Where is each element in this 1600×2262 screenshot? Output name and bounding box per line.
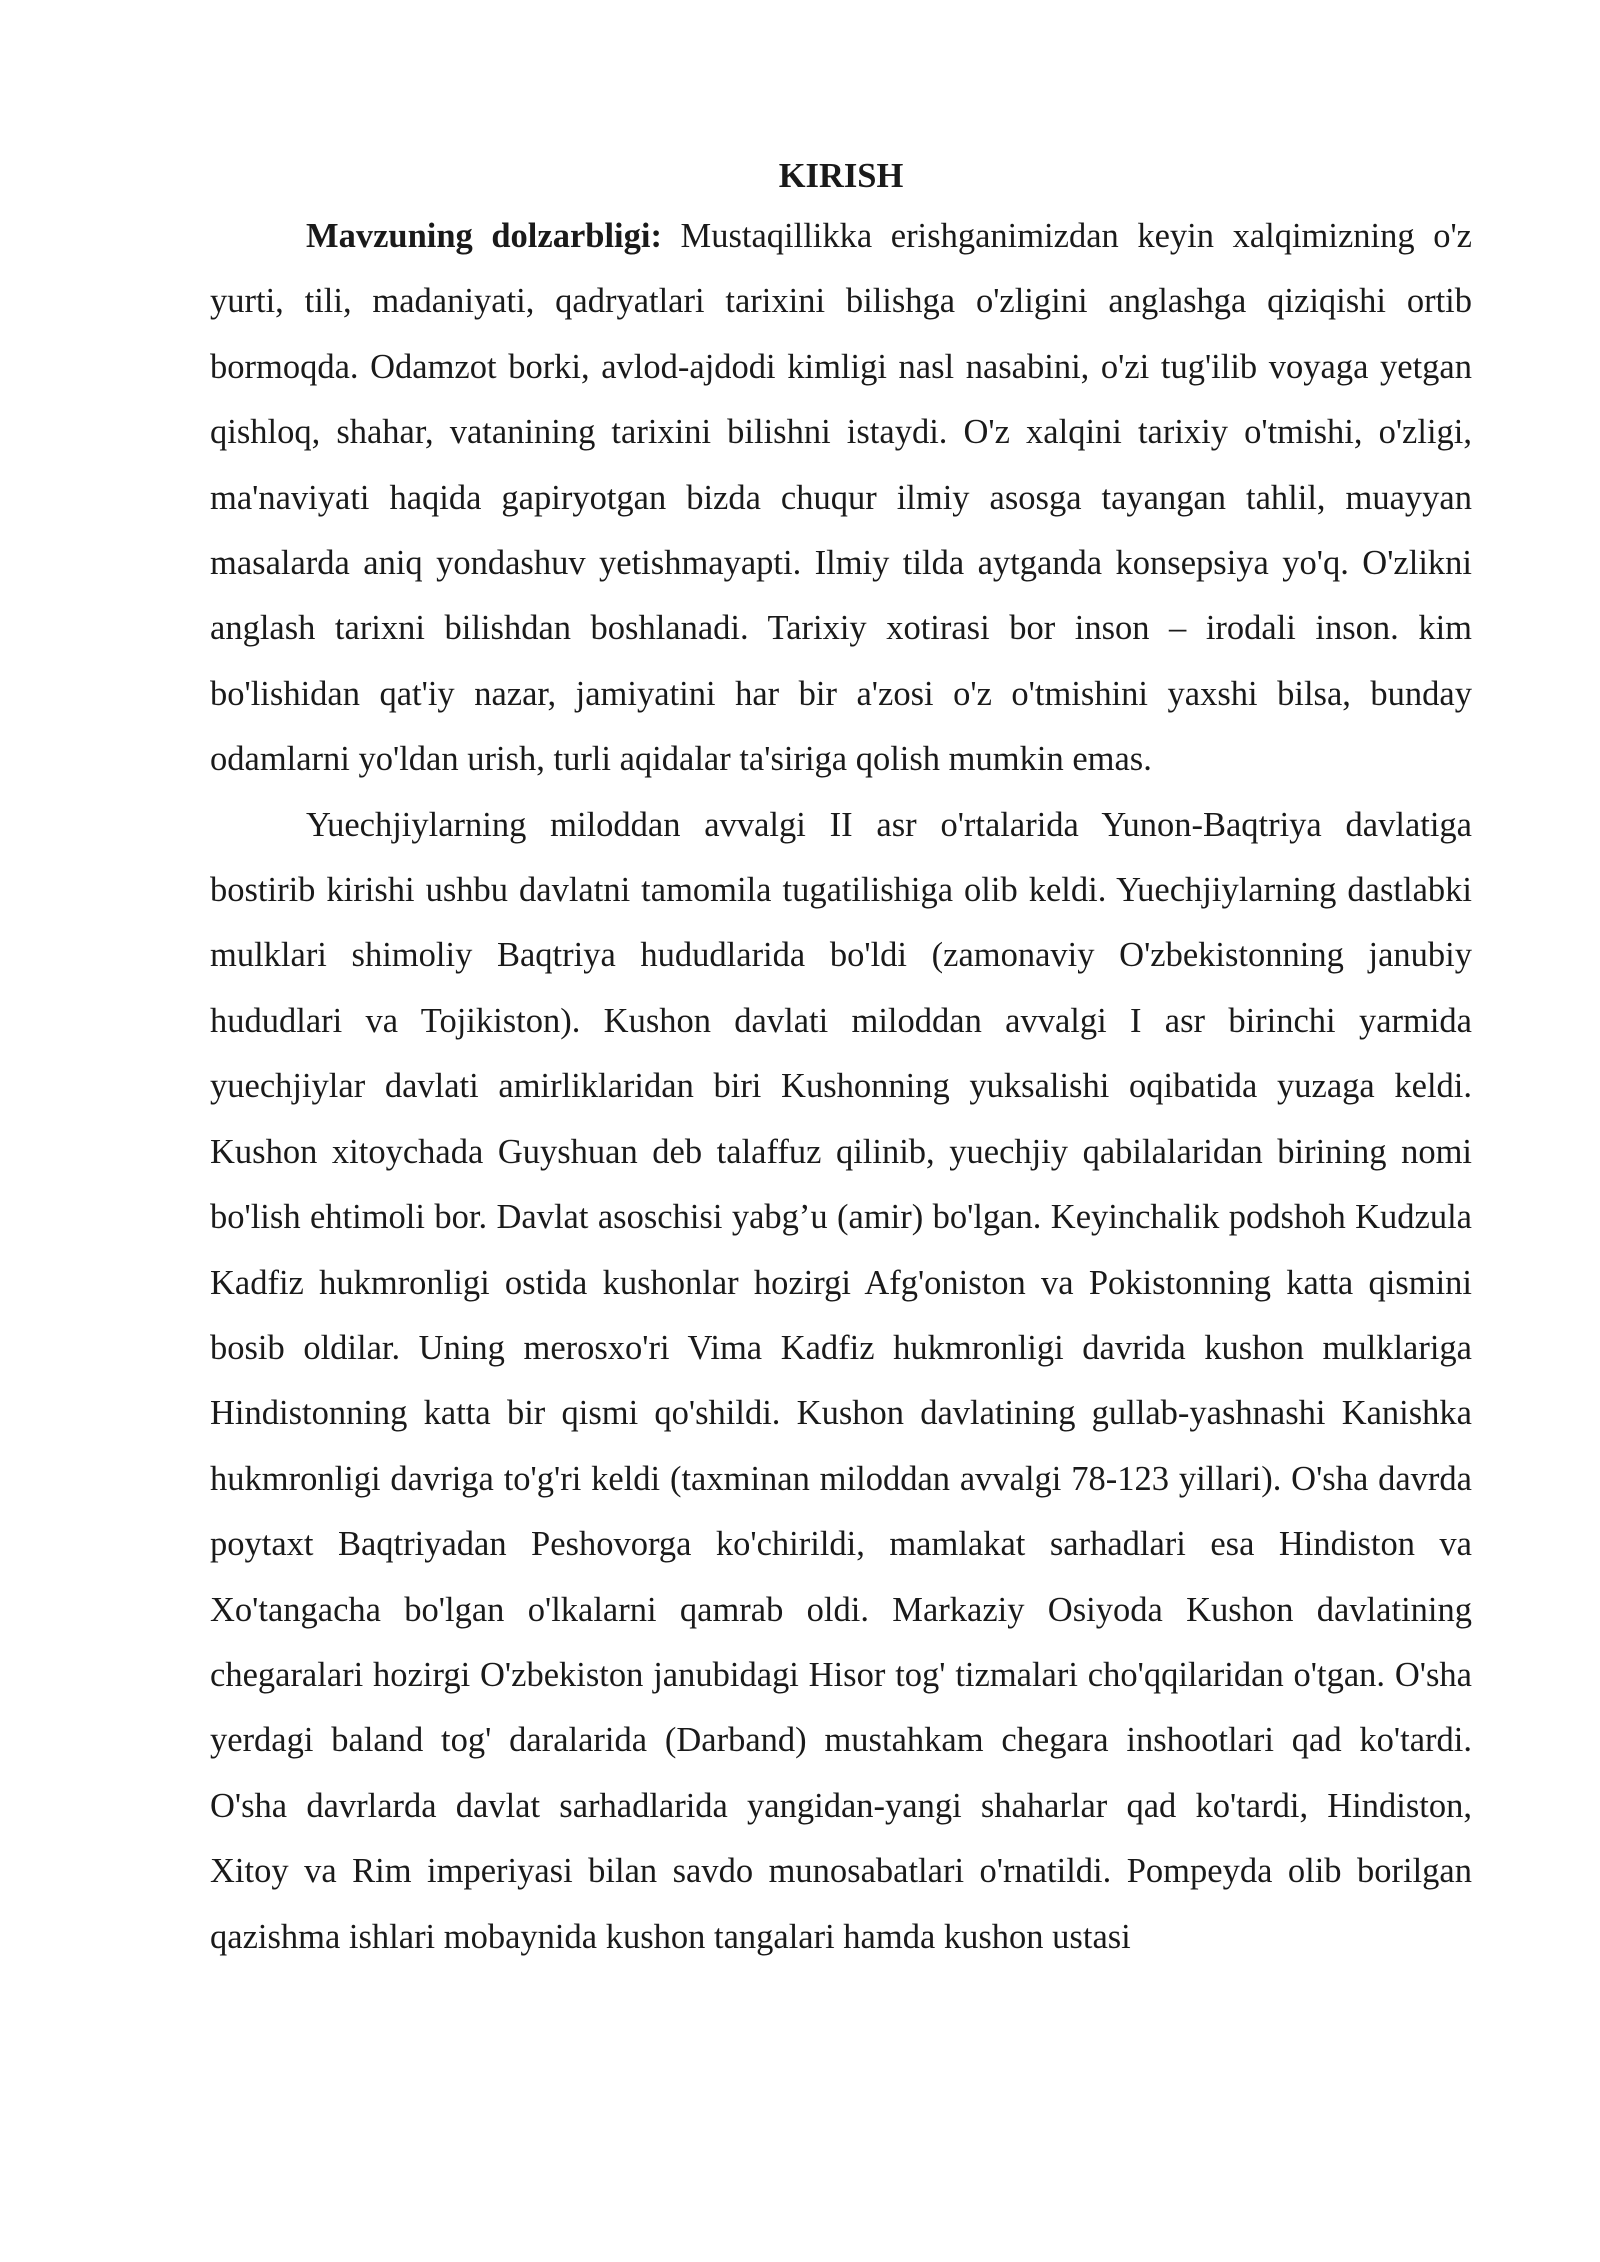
paragraph-text: Mustaqillikka erishganimizdan keyin xalqimizning o'z yurti, tili, madaniyati, qadryatlari tarixini bilishga o'zligini anglashga qiziqishi ortib bormoqda. Odamzot borki, avlod-ajdodi kimligi nasl nasabini, o'zi tug'ilib voyaga yetgan qishloq, shahar, vatanining tarixini bilishni istaydi. O'z xalqini tarixiy o'tmishi, o'zligi, ma'naviyati haqida gapiryotgan bizda chuqur ilmiy asosga tayangan tahlil, muayyan masalarda aniq yondashuv yetishmayapti. Ilmiy tilda aytganda konsepsiya yo'q. O'zlikni anglash tarixni bilishdan boshlanadi. Tarixiy xotirasi bor inson – irodali inson. kim bo'lishidan qat'iy nazar, jamiyatini har bir a'zosi o'z o'tmishini yaxshi bilsa, bunday odamlarni yo'ldan urish, turli aqidalar ta'siriga qolish mumkin emas. bbox=[210, 217, 1472, 779]
paragraph-text: Yuechjiylarning miloddan avvalgi II asr o'rtalarida Yunon-Baqtriya davlatiga bostirib kirishi ushbu davlatni tamomila tugatilishiga olib keldi. Yuechjiylarning dastlabki mulklari shimoliy Baqtriya hududlarida bo'ldi (zamonaviy O'zbekistonning janubiy hududlari va Tojikiston). Kushon davlati miloddan avvalgi I asr birinchi yarmida yuechjiylar davlati amirliklaridan biri Kushonning yuksalishi oqibatida yuzaga keldi. Kushon xitoychada Guyshuan deb talaffuz qilinib, yuechjiy qabilalaridan birining nomi bo'lish ehtimoli bor. Davlat asoschisi yabg’u (amir) bo'lgan. Keyinchalik podshoh Kudzula Kadfiz hukmronligi ostida kushonlar hozirgi Afg'oniston va Pokistonning katta qismini bosib oldilar. Uning merosxo'ri Vima Kadfiz hukmronligi davrida kushon mulklariga Hindistonning katta bir qismi qo'shildi. Kushon davlatining gullab-yashnashi Kanishka hukmronligi davriga to'g'ri keldi (taxminan miloddan avvalgi 78-123 yillari). O'sha davrda poytaxt Baqtriyadan Peshovorga ko'chirildi, mamlakat sarhadlari esa Hindiston va Xo'tangacha bo'lgan o'lkalarni qamrab oldi. Markaziy Osiyoda Kushon davlatining chegaralari hozirgi O'zbekiston janubidagi Hisor tog' tizmalari cho'qqilaridan o'tgan. O'sha yerdagi baland tog' daralarida (Darband) mustahkam chegara inshootlari qad ko'tardi. O'sha davrlarda davlat sarhadlarida yangidan-yangi shaharlar qad ko'tardi, Hindiston, Xitoy va Rim imperiyasi bilan savdo munosabatlari o'rnatildi. Pompeyda olib borilgan qazishma ishlari mobaynida kushon tangalari hamda kushon ustasi bbox=[210, 805, 1472, 1956]
paragraph-history bbox=[210, 793, 1472, 1970]
page-title: KIRISH bbox=[778, 157, 904, 195]
document-body bbox=[210, 148, 1472, 1970]
paragraph-relevance bbox=[210, 204, 1472, 793]
paragraph-lead: Mavzuning dolzarbligi: bbox=[306, 217, 662, 255]
